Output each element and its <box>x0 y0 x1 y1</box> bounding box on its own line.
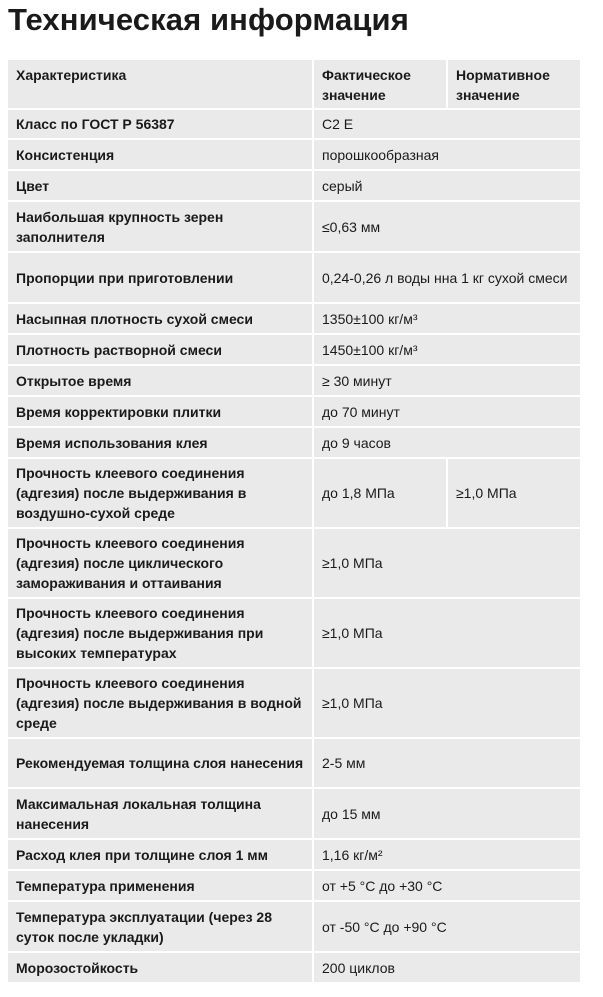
actual-value-cell: ≥ 30 минут <box>314 366 580 397</box>
characteristic-cell: Прочность клеевого соединения (адгезия) после циклического замораживания и оттаивания <box>8 529 314 599</box>
table-row <box>8 202 580 253</box>
characteristic-cell: Температура применения <box>8 871 314 902</box>
table-row <box>8 140 580 171</box>
characteristic-cell: Рекомендуемая толщина слоя нанесения <box>8 739 314 789</box>
actual-value-cell: C2 E <box>314 110 580 140</box>
actual-value-cell: ≤0,63 мм <box>314 202 580 253</box>
column-header-normative-value: Нормативное значение <box>448 60 580 110</box>
actual-value-cell: порошкообразная <box>314 140 580 171</box>
actual-value-cell: ≥1,0 МПа <box>314 599 580 669</box>
tech-info-table <box>8 60 580 984</box>
actual-value-cell: до 70 минут <box>314 397 580 428</box>
table-row <box>8 902 580 953</box>
characteristic-cell: Максимальная локальная толщина нанесения <box>8 789 314 840</box>
actual-value-cell: до 9 часов <box>314 428 580 459</box>
actual-value-cell: 1350±100 кг/м³ <box>314 304 580 335</box>
characteristic-cell: Расход клея при толщине слоя 1 мм <box>8 840 314 871</box>
table-row <box>8 599 580 669</box>
table-row <box>8 529 580 599</box>
normative-value-cell: ≥1,0 МПа <box>448 459 580 529</box>
actual-value-cell: от -50 °С до +90 °С <box>314 902 580 953</box>
table-row <box>8 366 580 397</box>
characteristic-cell: Насыпная плотность сухой смеси <box>8 304 314 335</box>
characteristic-cell: Время использования клея <box>8 428 314 459</box>
characteristic-cell: Плотность растворной смеси <box>8 335 314 366</box>
page-title: Техническая информация <box>8 2 409 37</box>
column-header-actual-value: Фактическое значение <box>314 60 448 110</box>
table-header-row <box>8 60 580 110</box>
table-row <box>8 459 580 529</box>
characteristic-cell: Класс по ГОСТ Р 56387 <box>8 110 314 140</box>
table-row <box>8 789 580 840</box>
table-row <box>8 953 580 984</box>
characteristic-cell: Пропорции при приготовлении <box>8 253 314 304</box>
table-row <box>8 253 580 304</box>
characteristic-cell: Наибольшая крупность зерен заполнителя <box>8 202 314 253</box>
table-row <box>8 304 580 335</box>
characteristic-cell: Открытое время <box>8 366 314 397</box>
table-row <box>8 669 580 739</box>
actual-value-cell: ≥1,0 МПа <box>314 669 580 739</box>
actual-value-cell: серый <box>314 171 580 202</box>
characteristic-cell: Консистенция <box>8 140 314 171</box>
characteristic-cell: Температура эксплуатации (через 28 суток после укладки) <box>8 902 314 953</box>
actual-value-cell: ≥1,0 МПа <box>314 529 580 599</box>
actual-value-cell: от +5 °С до +30 °С <box>314 871 580 902</box>
actual-value-cell: 1,16 кг/м² <box>314 840 580 871</box>
actual-value-cell: 2-5 мм <box>314 739 580 789</box>
actual-value-cell: до 1,8 МПа <box>314 459 448 529</box>
actual-value-cell: 1450±100 кг/м³ <box>314 335 580 366</box>
actual-value-cell: 200 циклов <box>314 953 580 984</box>
actual-value-cell: 0,24-0,26 л воды нна 1 кг сухой смеси <box>314 253 580 304</box>
table-row <box>8 871 580 902</box>
characteristic-cell: Прочность клеевого соединения (адгезия) после выдерживания в воздушно-сухой среде <box>8 459 314 529</box>
characteristic-cell: Морозостойкость <box>8 953 314 984</box>
column-header-characteristic: Характеристика <box>8 60 314 110</box>
table-row <box>8 739 580 789</box>
table-row <box>8 335 580 366</box>
table-row <box>8 428 580 459</box>
actual-value-cell: до 15 мм <box>314 789 580 840</box>
characteristic-cell: Цвет <box>8 171 314 202</box>
characteristic-cell: Время корректировки плитки <box>8 397 314 428</box>
table-row <box>8 110 580 140</box>
table-row <box>8 171 580 202</box>
table-row <box>8 397 580 428</box>
characteristic-cell: Прочность клеевого соединения (адгезия) после выдерживания при высоких температурах <box>8 599 314 669</box>
table-row <box>8 840 580 871</box>
characteristic-cell: Прочность клеевого соединения (адгезия) после выдерживания в водной среде <box>8 669 314 739</box>
